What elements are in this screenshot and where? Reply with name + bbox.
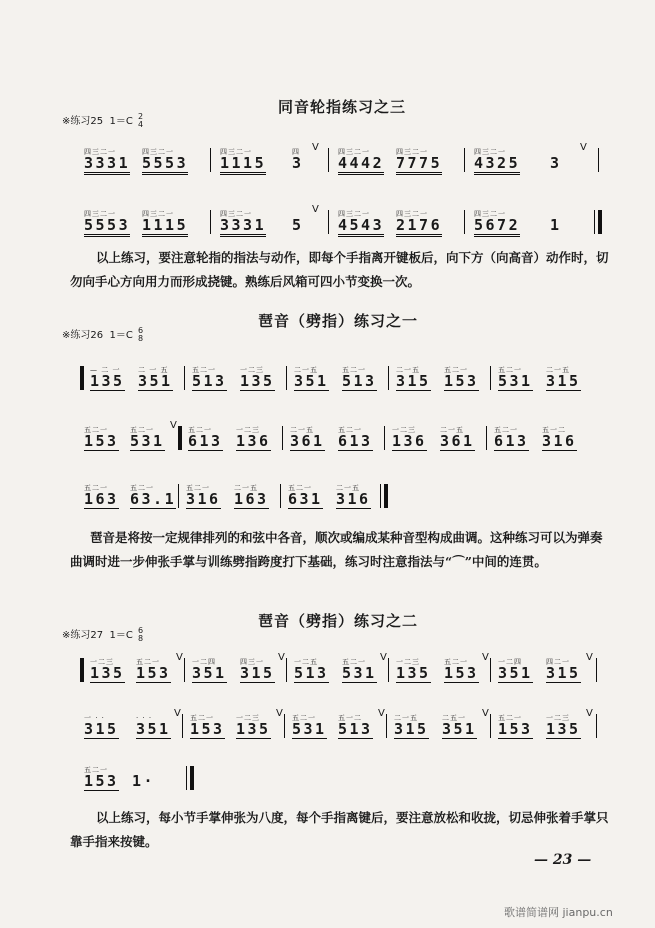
bar-line — [178, 484, 179, 508]
note-group: 五二一 163 — [84, 484, 119, 508]
breath-mark: V — [380, 652, 387, 663]
exercise-26-title: 琶音（劈指）练习之一 — [258, 312, 419, 330]
bar-line — [388, 658, 389, 682]
note-group: 五二一 613 — [338, 426, 373, 450]
note-group: 一二三 135 — [236, 714, 271, 738]
note-group: 四三二一 5553 — [142, 148, 188, 170]
key-signature: 1＝C — [109, 330, 133, 341]
bar-line — [464, 210, 465, 234]
exercise-label-text: ※练习27 — [62, 630, 104, 641]
exercise-label-text: ※练习26 — [62, 330, 104, 341]
note-group: 五二一 153 — [84, 766, 119, 790]
bar-line — [284, 714, 285, 738]
note-group: · · · 351 — [136, 714, 171, 738]
note-group: 二一五 315 — [396, 366, 431, 390]
note-group: 四三二一 1115 — [142, 210, 188, 232]
watermark: 歌谱简谱网 jianpu.cn — [504, 906, 613, 919]
repeat-end-bar — [384, 484, 388, 508]
time-signature: 6 8 — [138, 326, 144, 343]
note-group: 五二一 153 — [444, 366, 479, 390]
bar-line — [328, 148, 329, 172]
breath-mark: V — [586, 708, 593, 719]
note-group: 一二三 136 — [236, 426, 271, 450]
note-group: 五二一 531 — [498, 366, 533, 390]
note-group: 五二一 631 — [288, 484, 323, 508]
note-group: 二一五 315 — [394, 714, 429, 738]
note-group: 五二一 613 — [494, 426, 529, 450]
key-signature: 1＝C — [109, 630, 133, 641]
note-group: 四三二一 5553 — [84, 210, 130, 232]
bar-line — [210, 210, 211, 234]
repeat-start-bar — [80, 366, 84, 390]
note-group: 二五一 351 — [442, 714, 477, 738]
bar-line — [282, 426, 283, 450]
note-group: 一二四 351 — [192, 658, 227, 682]
final-bar-line — [190, 766, 194, 790]
breath-mark: V — [312, 142, 319, 153]
bar-line — [596, 714, 597, 738]
note-group: 四三二一 3331 — [84, 148, 130, 170]
breath-mark: V — [170, 420, 177, 431]
bar-line — [184, 366, 185, 390]
paragraph-3: 以上练习，每小节手掌伸张为八度，每个手指离键后，要注意放松和收拢，切忌伸张着手掌只靠手指来按键。 — [70, 810, 609, 849]
bar-line — [388, 366, 389, 390]
note-group: 五二一 513 — [342, 366, 377, 390]
final-bar-line — [598, 210, 602, 234]
exercise-26-label — [62, 326, 143, 343]
note-group: 一二四 351 — [498, 658, 533, 682]
note-group: 1 — [550, 216, 562, 234]
breath-mark: V — [580, 142, 587, 153]
note-group: 二一五 316 — [336, 484, 371, 508]
note-group: 二一五 315 — [546, 366, 581, 390]
note-group: 一 · · 315 — [84, 714, 119, 738]
bar-line — [328, 210, 329, 234]
note-group: 一二三 135 — [546, 714, 581, 738]
staff-row — [80, 196, 620, 236]
exercise-27-label — [62, 626, 143, 643]
paragraph-2: 琶音是将按一定规律排列的和弦中各音，顺次或编成某种音型构成曲调。这种练习可以为弹奏曲调时进一步伸张手掌与训练劈指跨度打下基础，练习时注意指法与“⌒”中间的连贯。 — [70, 530, 603, 569]
note-group: 一二五 513 — [294, 658, 329, 682]
time-signature: 6 8 — [138, 626, 144, 643]
page-number: — 23 — — [534, 852, 592, 868]
bar-line — [386, 714, 387, 738]
bar-line — [596, 658, 597, 682]
note-group: 五一二 316 — [542, 426, 577, 450]
breath-mark: V — [312, 204, 319, 215]
staff-row — [80, 644, 620, 684]
note-group: 四 3 — [292, 148, 304, 172]
bar-line — [210, 148, 211, 172]
bar-line — [464, 148, 465, 172]
note-group: — 二 一 135 — [90, 366, 125, 390]
bar-line — [486, 426, 487, 450]
bar-line — [490, 366, 491, 390]
staff-row — [80, 752, 620, 792]
bar-line — [594, 210, 595, 234]
note-group: 四三二一 7775 — [396, 148, 442, 170]
bar-line — [286, 658, 287, 682]
note-group: 四三二一 4442 — [338, 148, 384, 170]
bar-line — [384, 426, 385, 450]
staff-row — [80, 700, 620, 740]
note-group: 一二三 135 — [240, 366, 275, 390]
note-group: 四三二一 3331 — [220, 210, 266, 232]
note-group: 二一五 351 — [294, 366, 329, 390]
breath-mark: V — [276, 708, 283, 719]
exercise-25-label — [62, 112, 143, 129]
staff-row — [80, 412, 620, 452]
note-group: 五二一 153 — [190, 714, 225, 738]
repeat-start-bar — [178, 426, 182, 450]
note-group: 四三一 315 — [240, 658, 275, 682]
paragraph-1: 以上练习，要注意轮指的指法与动作，即每个手指离开键板后，向下方（向高音）动作时，切勿向手心方向用力而形成挠键。熟练后风箱可四小节变换一次。 — [70, 250, 609, 289]
note-group: 二一五 163 — [234, 484, 269, 508]
breath-mark: V — [482, 652, 489, 663]
note-group: 四三二一 4543 — [338, 210, 384, 232]
note-group: 3 — [550, 154, 562, 172]
note-group: 四三二一 1115 — [220, 148, 266, 170]
staff-row — [80, 352, 620, 392]
exercise-25-title: 同音轮指练习之三 — [278, 98, 407, 116]
bar-line — [184, 658, 185, 682]
note-group: 五二一 513 — [192, 366, 227, 390]
note-group: 五二一 63.1 — [130, 484, 177, 508]
note-group: 五二一 316 — [186, 484, 221, 508]
breath-mark: V — [482, 708, 489, 719]
note-group: 五二一 613 — [188, 426, 223, 450]
note-group: 五二一 153 — [498, 714, 533, 738]
note-group: 四二一 315 — [546, 658, 581, 682]
note-group: 四三二一 5672 — [474, 210, 520, 232]
bar-line — [182, 714, 183, 738]
note-group: 五二一 153 — [136, 658, 171, 682]
note-group: 四三二一 4325 — [474, 148, 520, 170]
note-group: 二一五 361 — [290, 426, 325, 450]
breath-mark: V — [176, 652, 183, 663]
bar-line — [490, 714, 491, 738]
note-group: 一二三 135 — [90, 658, 125, 682]
note-group: 一二三 135 — [396, 658, 431, 682]
bar-line — [280, 484, 281, 508]
time-signature: 2 4 — [138, 112, 144, 129]
bar-line — [490, 658, 491, 682]
note-group: 四三二一 2176 — [396, 210, 442, 232]
note-group: 五一二 513 — [338, 714, 373, 738]
bar-line — [380, 484, 381, 508]
breath-mark: V — [278, 652, 285, 663]
note-group: 五二一 531 — [292, 714, 327, 738]
note-group: 1· — [132, 772, 156, 790]
repeat-start-bar — [80, 658, 84, 682]
bar-line — [286, 366, 287, 390]
breath-mark: V — [174, 708, 181, 719]
staff-row — [80, 134, 620, 174]
exercise-label-text: ※练习25 — [62, 116, 104, 127]
key-signature: 1＝C — [109, 116, 133, 127]
breath-mark: V — [586, 652, 593, 663]
note-group: 五二一 153 — [84, 426, 119, 450]
bar-line — [598, 148, 599, 172]
note-group: 二一五 361 — [440, 426, 475, 450]
note-group: 五二一 153 — [444, 658, 479, 682]
note-group: 五二一 531 — [342, 658, 377, 682]
note-group: 二 一 五 351 — [138, 366, 173, 390]
breath-mark: V — [378, 708, 385, 719]
note-group: 5 — [292, 216, 304, 234]
exercise-27-title: 琶音（劈指）练习之二 — [258, 612, 419, 630]
staff-row — [80, 470, 620, 510]
note-group: 五二一 531 — [130, 426, 165, 450]
note-group: 一二三 136 — [392, 426, 427, 450]
bar-line — [186, 766, 187, 790]
